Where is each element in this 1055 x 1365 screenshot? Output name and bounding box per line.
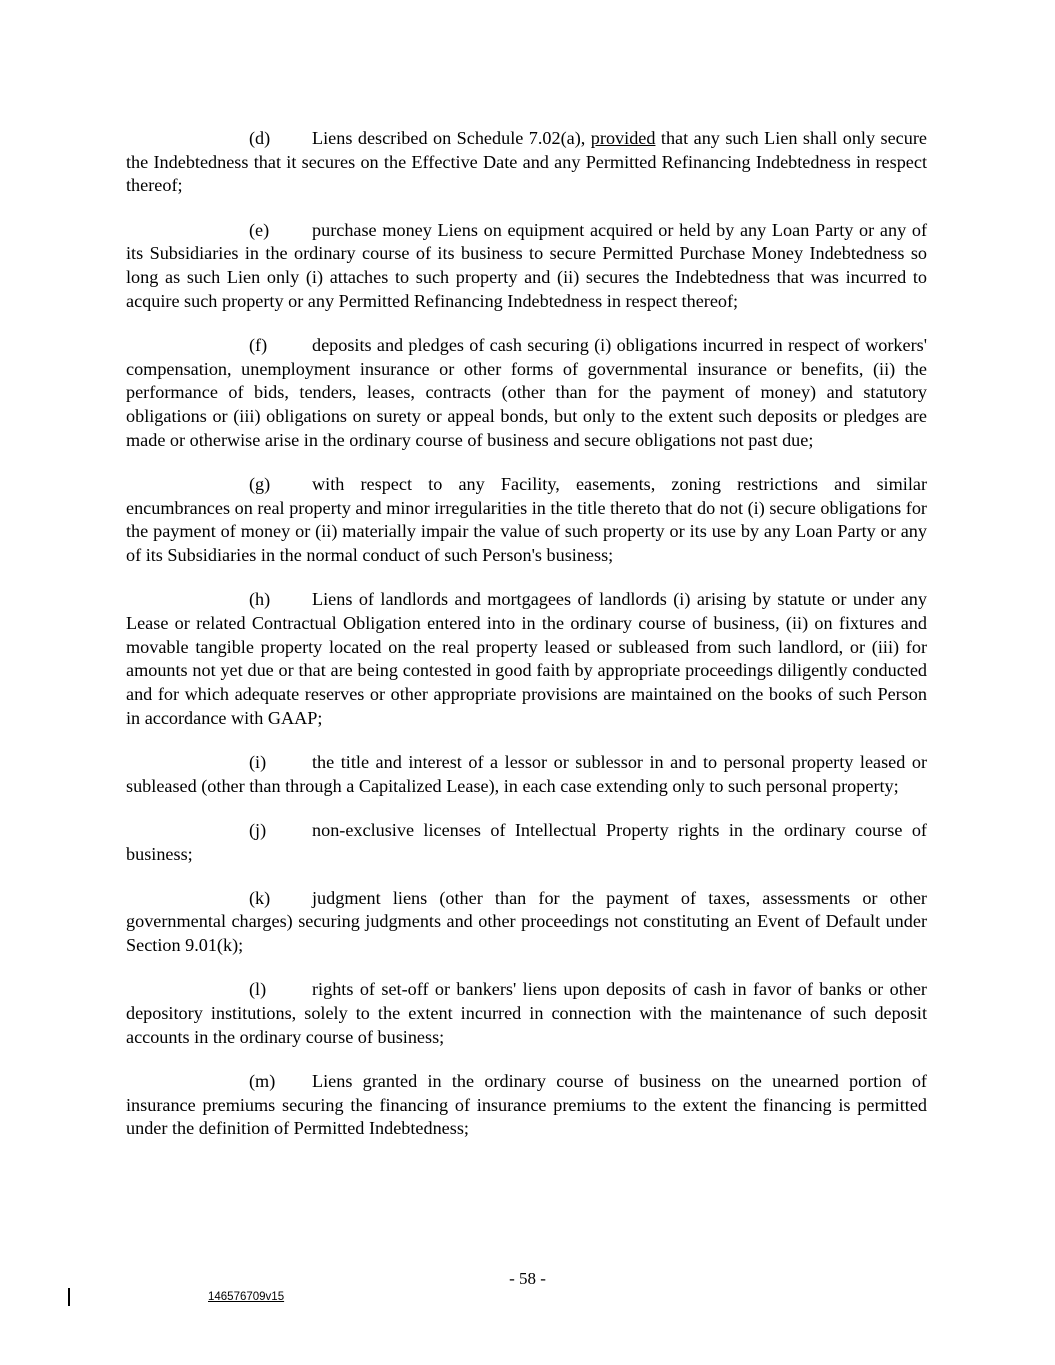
- provided-emphasis: provided: [590, 128, 656, 148]
- clause-text: with respect to any Facility, easements, zoning restrictions and similar encumbrances on real property and minor irregularities in the title thereto that do not (i) secure obligations for the payment of money or (ii) materially impair the value of such property or its use by any Loan Party or any of its Subsidiaries in the normal conduct of such Person's business;: [126, 473, 927, 566]
- clause-text: judgment liens (other than for the payment of taxes, assessments or other governmental charges) securing judgments and other proceedings not constituting an Event of Default under Section 9.01(k);: [126, 887, 927, 956]
- clause-text: deposits and pledges of cash securing (i) obligations incurred in respect of workers' compensation, unemployment insurance or other forms of governmental insurance or benefits, (ii) the performance of bids, tenders, leases, contracts (other than for the payment of money) and statutory obligations or (iii) obligations on surety or appeal bonds, but only to the extent such deposits or pledges are made or otherwise arise in the ordinary course of business and secure obligations not past due;: [126, 334, 927, 450]
- clause-label: (i): [249, 751, 267, 772]
- clause-e: [126, 219, 927, 314]
- clause-text: rights of set-off or bankers' liens upon deposits of cash in favor of banks or other depository institutions, solely to the extent incurred in connection with the maintenance of such deposit accounts in the ordinary course of business;: [126, 979, 927, 1047]
- clause-label: (d): [249, 128, 271, 148]
- clause-label: (m): [249, 1071, 276, 1091]
- clause-text: Liens of landlords and mortgagees of landlords (i) arising by statute or under any Lease or related Contractual Obligation entered into in the ordinary course of business, (ii) on fixtures and movable tangible property located on the real property leased or subleased from such landlord, or (iii) for amounts not yet due or that are being contested in good faith by appropriate proceedings diligently conducted and for which adequate reserves or other appropriate provisions are maintained on the books of such Person in accordance with GAAP;: [126, 589, 927, 728]
- clause-text: Liens granted in the ordinary course of business on the unearned portion of insurance premiums securing the financing of insurance premiums to the extent the financing is permitted under the definition of Permitted Indebtedness;: [126, 1071, 927, 1139]
- clause-label: (e): [249, 219, 270, 240]
- clause-label: (j): [249, 819, 267, 840]
- clause-l: [126, 978, 927, 1049]
- clause-text: purchase money Liens on equipment acquired or held by any Loan Party or any of its Subsidiaries in the ordinary course of its business to secure Permitted Purchase Money Indebtedness so long as such Lien only (i) attaches to such property and (ii) secures the Indebtedness that was incurred to acquire such property or any Permitted Refinancing Indebtedness in respect thereof;: [126, 219, 927, 311]
- clause-j: [126, 819, 927, 866]
- clause-m: [126, 1070, 927, 1141]
- clause-label: (f): [249, 334, 268, 355]
- clause-text: non-exclusive licenses of Intellectual Property rights in the ordinary course of business;: [126, 819, 927, 864]
- clause-text: Liens described on Schedule 7.02(a),: [312, 128, 591, 148]
- clause-g: [126, 473, 927, 568]
- clause-label: (k): [249, 887, 271, 908]
- document-id: 146576709v15: [208, 1291, 285, 1303]
- clause-d: [126, 127, 927, 198]
- clause-label: (h): [249, 589, 271, 610]
- page-number: - 58 -: [509, 1269, 546, 1288]
- clause-k: [126, 887, 927, 958]
- clause-h: [126, 588, 927, 730]
- clause-text: that any such Lien shall only secure the Indebtedness that it secures on the Effective Date and any Permitted Refinancing Indebtedness in respect thereof;: [126, 128, 927, 196]
- clause-label: (l): [249, 979, 267, 1000]
- clause-i: [126, 751, 927, 798]
- document-body: [126, 127, 927, 1162]
- revision-change-bar: [68, 1288, 70, 1306]
- clause-text: the title and interest of a lessor or sublessor in and to personal property leased or subleased (other than through a Capitalized Lease), in each case extending only to such personal property;: [126, 751, 927, 796]
- clause-label: (g): [249, 473, 271, 494]
- clause-f: [126, 334, 927, 453]
